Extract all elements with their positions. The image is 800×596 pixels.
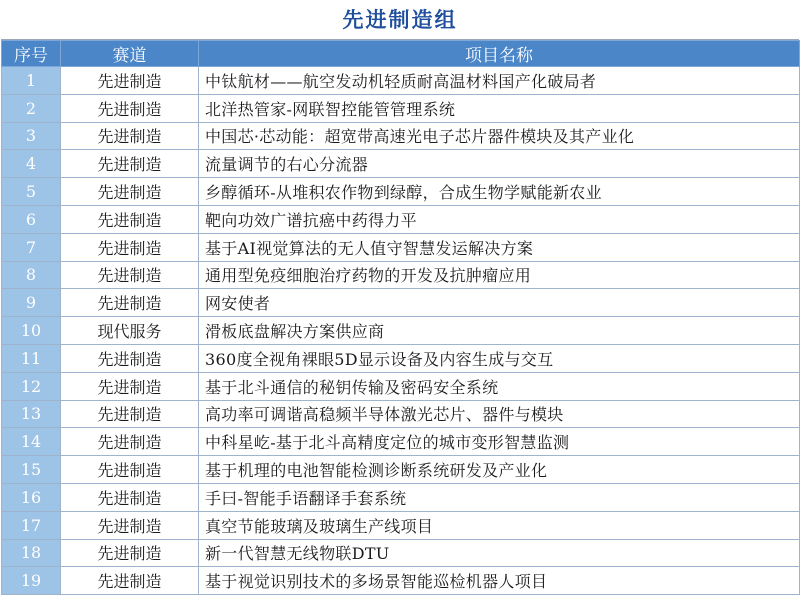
- row-track: 先进制造: [61, 567, 199, 595]
- row-index: 16: [2, 483, 61, 511]
- table-row: [2, 289, 800, 317]
- row-track: 先进制造: [61, 428, 199, 456]
- table-row: [2, 400, 800, 428]
- row-index: 18: [2, 539, 61, 567]
- table-row: [2, 67, 800, 95]
- row-project-name: 基于机理的电池智能检测诊断系统研发及产业化: [199, 456, 800, 484]
- row-track: 先进制造: [61, 289, 199, 317]
- row-project-name: 网安使者: [199, 289, 800, 317]
- row-index: 11: [2, 344, 61, 372]
- row-index: 15: [2, 456, 61, 484]
- table-row: [2, 150, 800, 178]
- row-project-name: 乡醇循环-从堆积农作物到绿醇，合成生物学赋能新农业: [199, 178, 800, 206]
- header-no: 序号: [2, 41, 61, 67]
- row-track: 先进制造: [61, 178, 199, 206]
- row-index: 19: [2, 567, 61, 595]
- row-project-name: 中钛航材——航空发动机轻质耐高温材料国产化破局者: [199, 67, 800, 95]
- table-row: [2, 122, 800, 150]
- row-index: 4: [2, 150, 61, 178]
- row-project-name: 靶向功效广谱抗癌中药得力平: [199, 205, 800, 233]
- row-track: 先进制造: [61, 122, 199, 150]
- row-index: 9: [2, 289, 61, 317]
- row-index: 7: [2, 233, 61, 261]
- row-project-name: 新一代智慧无线物联DTU: [199, 539, 800, 567]
- header-track: 赛道: [61, 41, 199, 67]
- table-row: [2, 317, 800, 345]
- row-track: 先进制造: [61, 400, 199, 428]
- row-track: 现代服务: [61, 317, 199, 345]
- row-project-name: 北洋热管家-网联智控能管管理系统: [199, 94, 800, 122]
- row-project-name: 真空节能玻璃及玻璃生产线项目: [199, 511, 800, 539]
- row-track: 先进制造: [61, 233, 199, 261]
- table-row: [2, 233, 800, 261]
- project-list-sheet: [1, 1, 799, 594]
- table-row: [2, 539, 800, 567]
- header-name: 项目名称: [199, 41, 800, 67]
- row-index: 5: [2, 178, 61, 206]
- row-track: 先进制造: [61, 511, 199, 539]
- table-row: [2, 483, 800, 511]
- table-row: [2, 511, 800, 539]
- table-row: [2, 456, 800, 484]
- row-project-name: 中国芯·芯动能：超宽带高速光电子芯片器件模块及其产业化: [199, 122, 800, 150]
- row-index: 13: [2, 400, 61, 428]
- row-track: 先进制造: [61, 372, 199, 400]
- row-project-name: 基于北斗通信的秘钥传输及密码安全系统: [199, 372, 800, 400]
- row-project-name: 基于AI视觉算法的无人值守智慧发运解决方案: [199, 233, 800, 261]
- row-index: 6: [2, 205, 61, 233]
- sheet-title: 先进制造组: [1, 1, 799, 40]
- row-project-name: 通用型免疫细胞治疗药物的开发及抗肿瘤应用: [199, 261, 800, 289]
- row-index: 8: [2, 261, 61, 289]
- row-project-name: 基于视觉识别技术的多场景智能巡检机器人项目: [199, 567, 800, 595]
- row-track: 先进制造: [61, 344, 199, 372]
- row-track: 先进制造: [61, 67, 199, 95]
- row-index: 1: [2, 67, 61, 95]
- row-project-name: 高功率可调谐高稳频半导体激光芯片、器件与模块: [199, 400, 800, 428]
- row-project-name: 中科星屹-基于北斗高精度定位的城市变形智慧监测: [199, 428, 800, 456]
- project-table: [1, 40, 800, 595]
- row-track: 先进制造: [61, 261, 199, 289]
- row-project-name: 滑板底盘解决方案供应商: [199, 317, 800, 345]
- row-track: 先进制造: [61, 205, 199, 233]
- table-row: [2, 261, 800, 289]
- row-index: 3: [2, 122, 61, 150]
- row-track: 先进制造: [61, 94, 199, 122]
- row-track: 先进制造: [61, 456, 199, 484]
- table-row: [2, 178, 800, 206]
- row-index: 17: [2, 511, 61, 539]
- table-row: [2, 372, 800, 400]
- row-track: 先进制造: [61, 483, 199, 511]
- table-row: [2, 94, 800, 122]
- table-row: [2, 567, 800, 595]
- row-project-name: 流量调节的右心分流器: [199, 150, 800, 178]
- row-index: 12: [2, 372, 61, 400]
- row-track: 先进制造: [61, 150, 199, 178]
- table-body: [2, 67, 800, 595]
- row-index: 10: [2, 317, 61, 345]
- row-project-name: 手曰-智能手语翻译手套系统: [199, 483, 800, 511]
- table-row: [2, 428, 800, 456]
- table-row: [2, 205, 800, 233]
- table-row: [2, 344, 800, 372]
- header-row: [2, 41, 800, 67]
- row-index: 2: [2, 94, 61, 122]
- row-index: 14: [2, 428, 61, 456]
- row-track: 先进制造: [61, 539, 199, 567]
- row-project-name: 360度全视角裸眼5D显示设备及内容生成与交互: [199, 344, 800, 372]
